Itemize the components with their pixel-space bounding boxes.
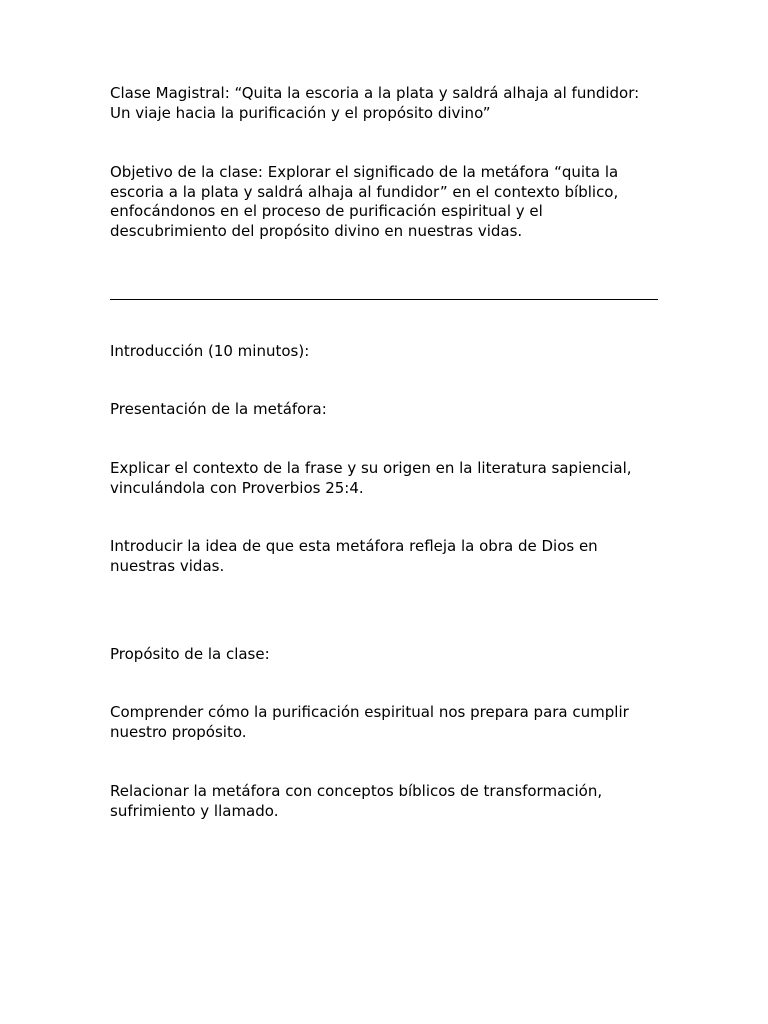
metaphor-point-1: Explicar el contexto de la frase y su origen en la literatura sapiencial, vinculándola con Proverbios 25:4. xyxy=(110,459,632,497)
objective-paragraph: Objetivo de la clase: Explorar el significado de la metáfora “quita la escoria a la plata y saldrá alhaja al fundidor” en el contexto bíblico, enfocándonos en el proceso de purificación espiritual y el descubrimiento del propósito divino en nuestras vidas. xyxy=(110,163,619,240)
purpose-point-1: Comprender cómo la purificación espiritual nos prepara para cumplir nuestro propósito. xyxy=(110,703,629,741)
purpose-heading: Propósito de la clase: xyxy=(110,645,270,663)
intro-heading: Introducción (10 minutos): xyxy=(110,342,310,360)
document-title: Clase Magistral: “Quita la escoria a la plata y saldrá alhaja al fundidor: Un viaje hacia la purificación y el propósito divino” xyxy=(110,84,640,122)
purpose-point-2: Relacionar la metáfora con conceptos bíblicos de transformación, sufrimiento y llamado. xyxy=(110,782,603,820)
metaphor-heading: Presentación de la metáfora: xyxy=(110,400,327,418)
metaphor-point-2: Introducir la idea de que esta metáfora refleja la obra de Dios en nuestras vidas. xyxy=(110,537,598,575)
horizontal-divider xyxy=(110,299,658,300)
